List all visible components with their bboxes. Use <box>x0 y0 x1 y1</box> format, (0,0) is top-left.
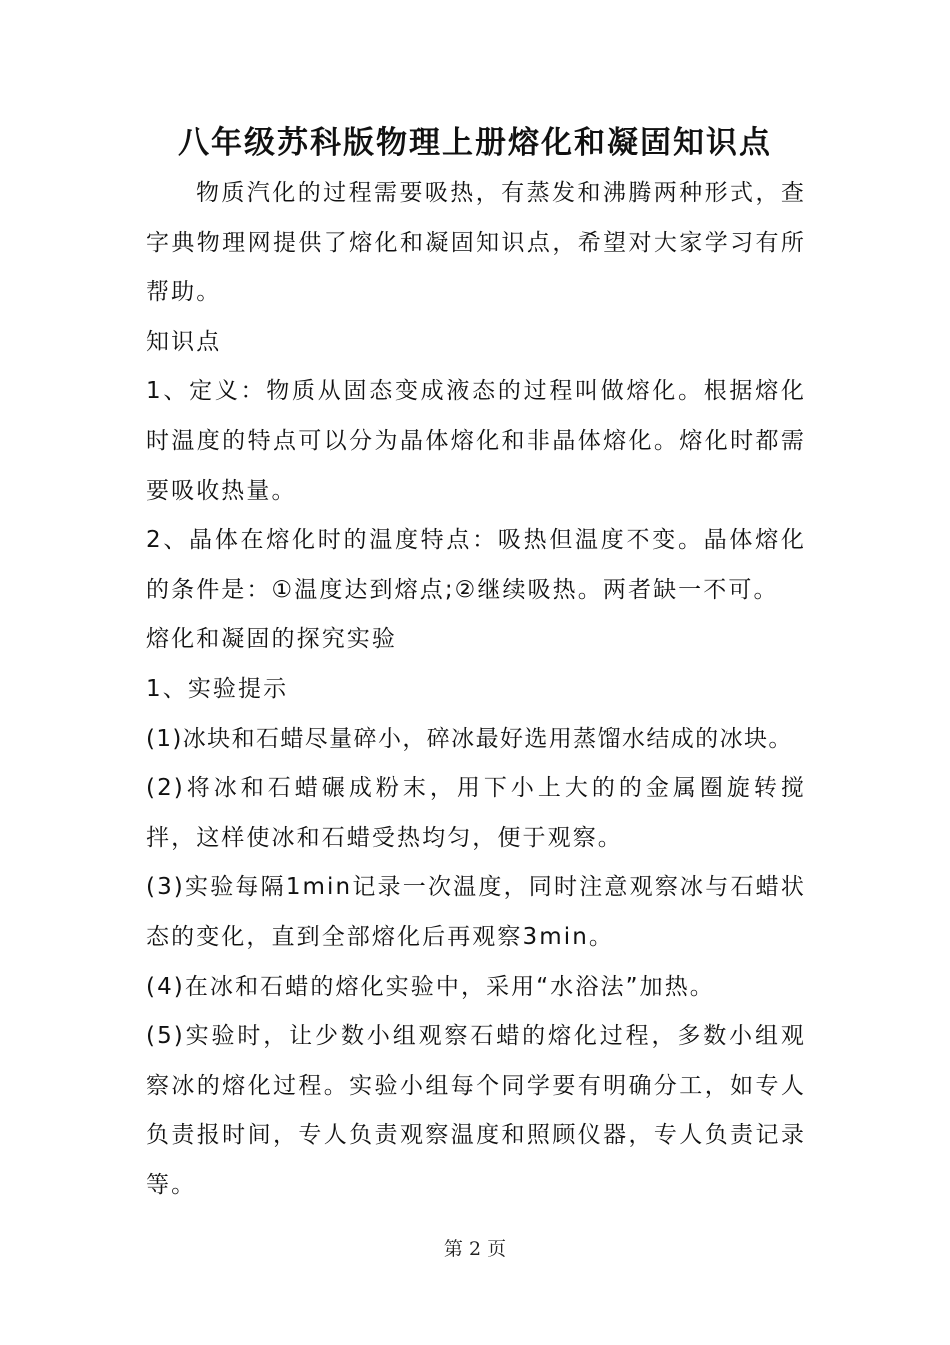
definition-paragraph: 1、定义：物质从固态变成液态的过程叫做熔化。根据熔化时温度的特点可以分为晶体熔化和非晶体熔化。熔化时都需要吸收热量。 <box>146 378 806 504</box>
document-title: 八年级苏科版物理上册熔化和凝固知识点 <box>178 125 772 161</box>
tip-item-4: (4)在冰和石蜡的熔化实验中，采用“水浴法”加热。 <box>146 973 715 1000</box>
page-number: 第 2 页 <box>443 1238 507 1260</box>
tip-item-5: (5)实验时，让少数小组观察石蜡的熔化过程，多数小组观察冰的熔化过程。实验小组每个同学要有明确分工，如专人负责报时间，专人负责观察温度和照顾仪器，专人负责记录等。 <box>146 1023 806 1198</box>
tip-item-2: (2)将冰和石蜡碾成粉末，用下小上大的的金属圈旋转搅拌，这样使冰和石蜡受热均匀，便于观察。 <box>146 775 806 851</box>
tip-item-3: (3)实验每隔1min记录一次温度，同时注意观察冰与石蜡状态的变化，直到全部熔化后再观察3min。 <box>146 874 806 950</box>
intro-paragraph: 物质汽化的过程需要吸热，有蒸发和沸腾两种形式，查字典物理网提供了熔化和凝固知识点，希望对大家学习有所帮助。 <box>146 180 806 306</box>
section-heading-knowledge: 知识点 <box>146 328 222 355</box>
crystal-melting-paragraph: 2、晶体在熔化时的温度特点：吸热但温度不变。晶体熔化的条件是：①温度达到熔点;②继续吸热。两者缺一不可。 <box>146 527 806 603</box>
section-heading-experiment: 熔化和凝固的探究实验 <box>146 626 397 653</box>
document-body <box>146 169 806 1210</box>
subsection-heading-tips: 1、实验提示 <box>146 675 289 702</box>
tip-item-1: (1)冰块和石蜡尽量碎小，碎冰最好选用蒸馏水结成的冰块。 <box>146 725 793 752</box>
